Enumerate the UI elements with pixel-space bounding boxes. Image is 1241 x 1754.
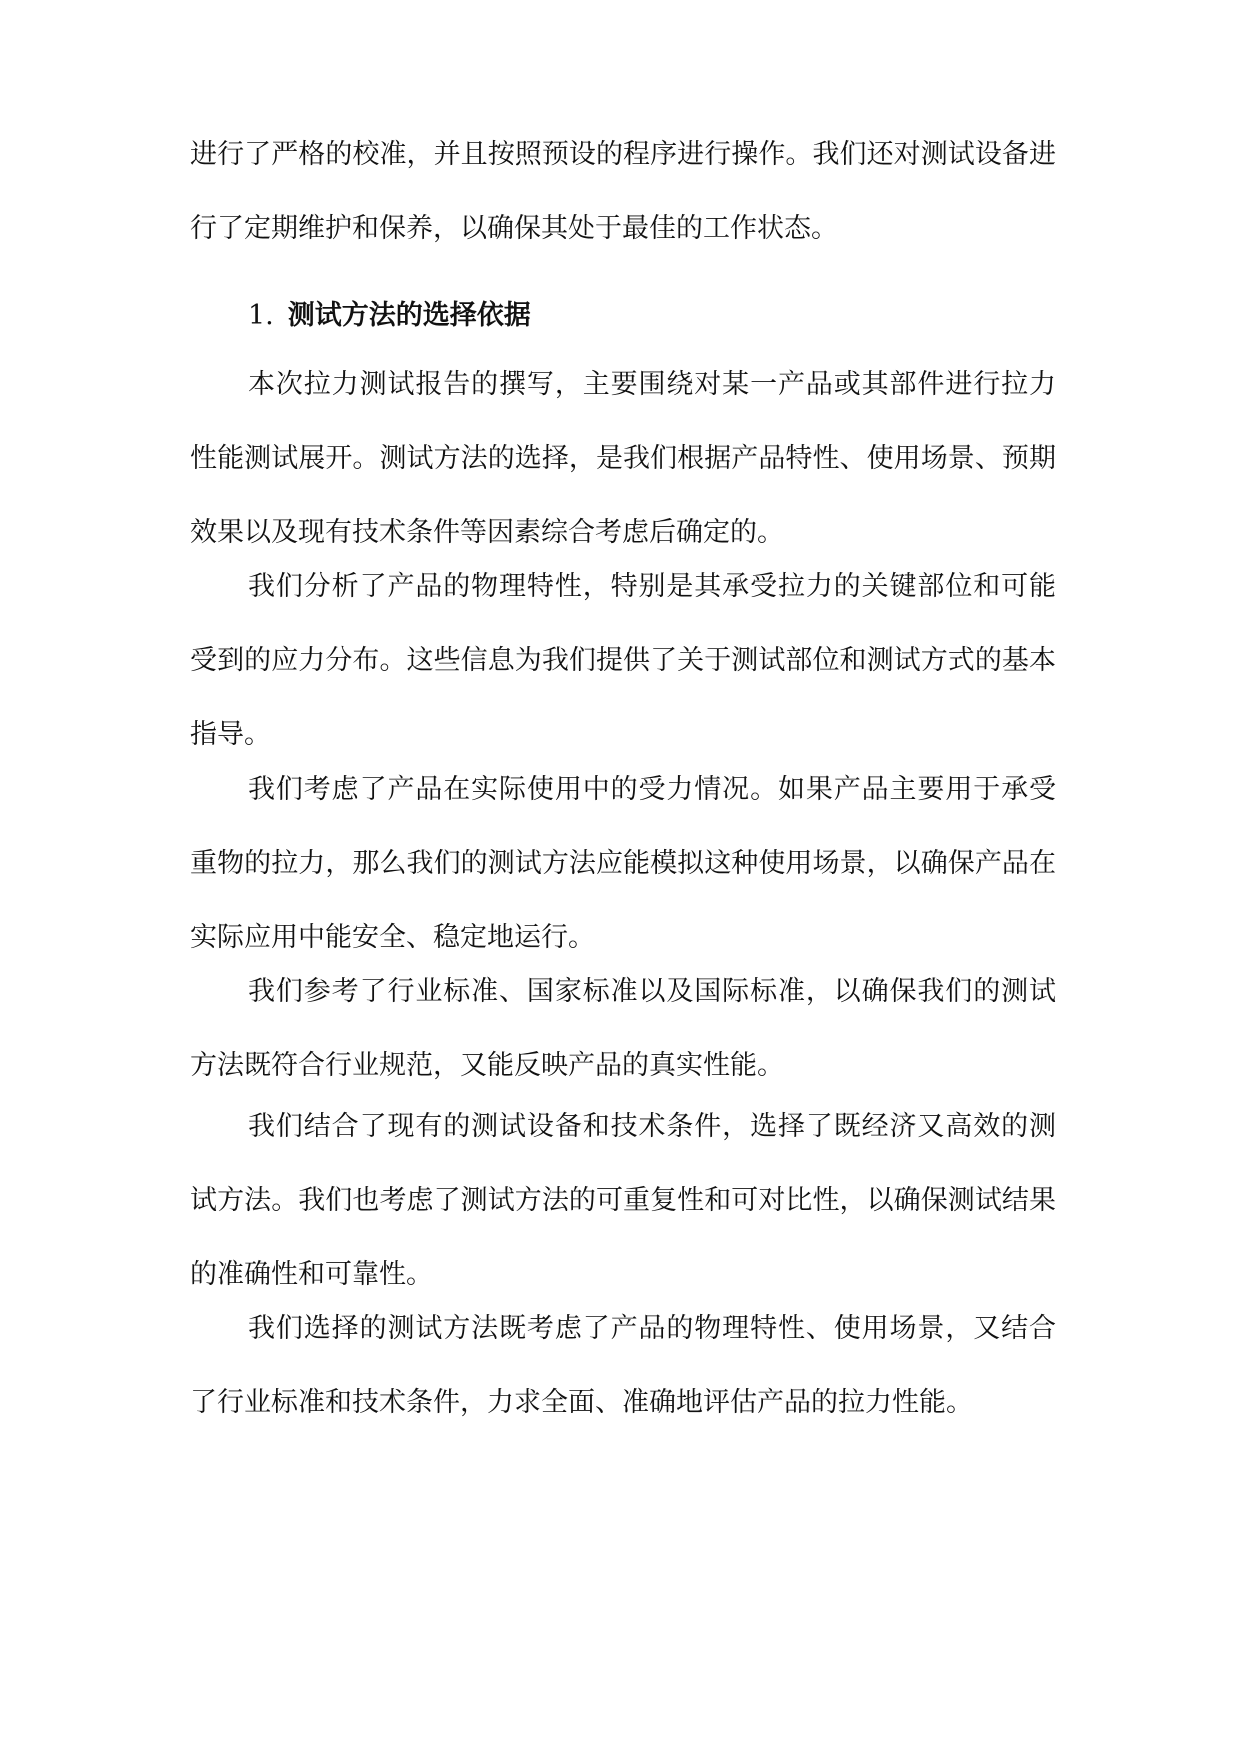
paragraph-continuation: 进行了严格的校准，并且按照预设的程序进行操作。我们还对测试设备进行了定期维护和保养，以确保其处于最佳的工作状态。 bbox=[190, 139, 1056, 244]
paragraph-intro: 本次拉力测试报告的撰写，主要围绕对某一产品或其部件进行拉力性能测试展开。测试方法的选择，是我们根据产品特性、使用场景、预期效果以及现有技术条件等因素综合考虑后确定的。 bbox=[190, 369, 1056, 548]
paragraph-standards: 我们参考了行业标准、国家标准以及国际标准，以确保我们的测试方法既符合行业规范，又能反映产品的真实性能。 bbox=[190, 976, 1056, 1081]
section-title: 测试方法的选择依据 bbox=[287, 300, 531, 331]
paragraph-physical-properties: 我们分析了产品的物理特性，特别是其承受拉力的关键部位和可能受到的应力分布。这些信息为我们提供了关于测试部位和测试方式的基本指导。 bbox=[190, 571, 1056, 750]
section-heading bbox=[248, 296, 531, 336]
paragraph-equipment: 我们结合了现有的测试设备和技术条件，选择了既经济又高效的测试方法。我们也考虑了测试方法的可重复性和可对比性，以确保测试结果的准确性和可靠性。 bbox=[190, 1111, 1056, 1290]
paragraph-usage-scenario: 我们考虑了产品在实际使用中的受力情况。如果产品主要用于承受重物的拉力，那么我们的测试方法应能模拟这种使用场景，以确保产品在实际应用中能安全、稳定地运行。 bbox=[190, 774, 1056, 953]
paragraph-conclusion: 我们选择的测试方法既考虑了产品的物理特性、使用场景，又结合了行业标准和技术条件，力求全面、准确地评估产品的拉力性能。 bbox=[190, 1313, 1056, 1418]
section-number: 1. bbox=[248, 300, 274, 331]
document-page bbox=[190, 0, 1056, 1754]
